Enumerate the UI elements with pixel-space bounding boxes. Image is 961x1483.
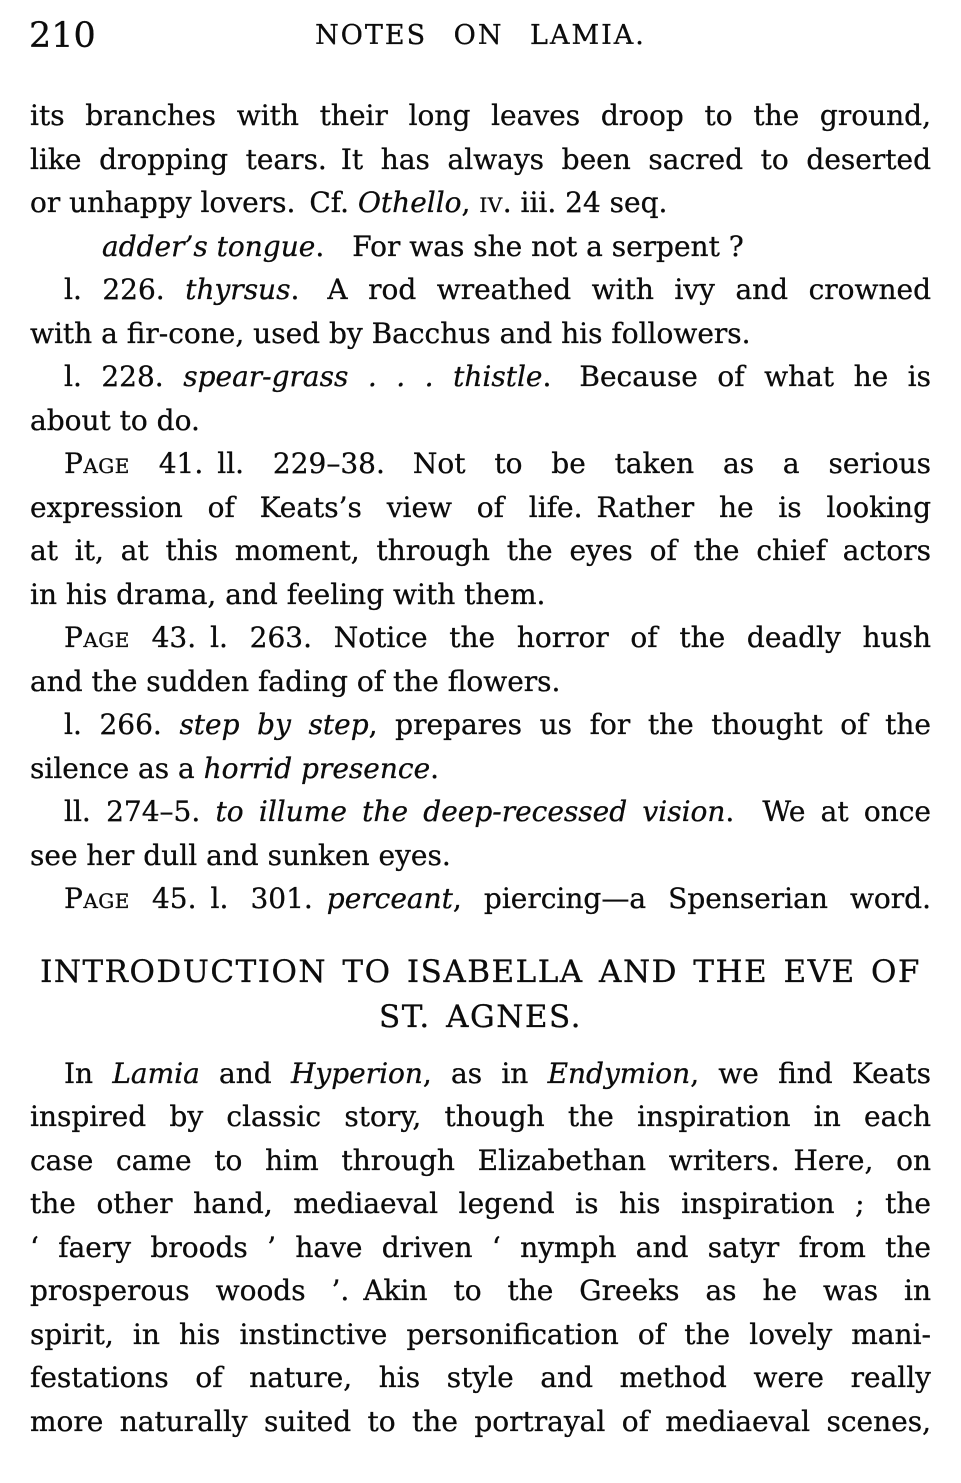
text-line <box>30 790 931 834</box>
text-segment: . For was she not a serpent ? <box>315 229 744 263</box>
text-segment: , <box>461 186 480 219</box>
text-line <box>30 703 931 747</box>
text-line <box>30 877 931 921</box>
text-line <box>30 442 931 486</box>
text-segment: at it, at this moment, through the eyes of the chief actors <box>30 534 931 567</box>
paragraph <box>30 442 931 616</box>
section-heading <box>30 950 931 1040</box>
text-segment: spirit, in his instinctive personification of the lovely mani- <box>30 1317 931 1351</box>
paragraph <box>30 790 931 877</box>
text-line <box>30 1313 931 1357</box>
smallcaps-text: Page <box>64 882 130 915</box>
text-line <box>30 486 931 530</box>
text-segment: expression of Keats’s view of life. Rather he is looking <box>30 490 931 524</box>
text-line <box>30 355 931 399</box>
italic-text: step by step <box>179 708 369 741</box>
text-line <box>30 225 931 269</box>
text-line <box>30 1269 931 1313</box>
text-line <box>30 1095 931 1139</box>
text-segment: In <box>64 1056 113 1090</box>
italic-text: Hyperion <box>290 1056 423 1090</box>
text-segment: , prepares us for the thought of the <box>368 708 931 741</box>
text-line <box>30 529 931 573</box>
text-segment: . Because of what he is <box>542 360 931 393</box>
text-segment: more naturally suited to the portrayal of mediaeval scenes, <box>30 1404 931 1438</box>
italic-text: to illume the deep-recessed vision <box>215 795 726 828</box>
italic-text: spear-grass . . . thistle <box>183 360 543 393</box>
text-line <box>30 747 931 791</box>
text-segment: with a fir-cone, used by Bacchus and his followers. <box>30 316 751 350</box>
paragraph <box>30 616 931 703</box>
text-line <box>30 1356 931 1400</box>
paragraph <box>30 94 931 225</box>
text-line <box>30 1139 931 1183</box>
smallcaps-text: iv <box>479 186 503 219</box>
text-segment: . iii. 24 seq. <box>502 186 668 219</box>
text-segment: or unhappy lovers. Cf. <box>30 186 358 219</box>
text-segment: festations of nature, his style and method were really <box>30 1361 931 1394</box>
text-segment: like dropping tears. It has always been sacred to deserted <box>30 142 931 176</box>
running-head: NOTES ON LAMIA. <box>315 20 646 51</box>
text-segment: . A rod wreathed with ivy and crowned <box>290 273 932 306</box>
italic-text: Lamia <box>112 1056 200 1090</box>
text-line <box>30 268 931 312</box>
smallcaps-text: Page <box>64 447 130 480</box>
text-line <box>30 1226 931 1270</box>
paragraph <box>30 703 931 790</box>
text-line <box>30 834 931 878</box>
text-segment: , piercing—a Spenserian word. <box>452 882 931 915</box>
text-segment: . <box>430 751 440 785</box>
text-line <box>30 573 931 617</box>
paragraph <box>30 1052 931 1444</box>
text-segment: l. 266. <box>64 708 180 741</box>
text-segment: in his drama, and feeling with them. <box>30 577 546 611</box>
paragraph <box>30 268 931 355</box>
text-segment: and the sudden fading of the flowers. <box>30 664 561 698</box>
heading-line <box>30 995 931 1040</box>
text-line <box>30 1400 931 1444</box>
text-segment: l. 226. <box>64 273 186 306</box>
text-line <box>30 138 931 182</box>
page-number: 210 <box>29 16 96 56</box>
italic-text: horrid presence <box>203 751 431 785</box>
text-line <box>30 181 931 225</box>
text-segment: , we find Keats <box>690 1056 932 1090</box>
paragraph <box>30 877 931 921</box>
italic-text: Othello <box>357 186 462 219</box>
italic-text: thyrsus <box>185 273 291 306</box>
text-line <box>30 616 931 660</box>
text-line <box>30 660 931 704</box>
italic-text: perceant <box>326 882 453 915</box>
text-segment: about to do. <box>30 403 200 437</box>
italic-text: adder’s tongue <box>102 229 316 263</box>
text-segment: prosperous woods ’. Akin to the Greeks as he was in <box>30 1274 931 1307</box>
text-segment: inspired by classic story, though the inspiration in each <box>30 1100 931 1133</box>
text-segment: ‘ faery broods ’ have driven ‘ nymph and satyr from the <box>30 1230 931 1264</box>
page-header <box>0 14 961 58</box>
text-segment: see her dull and sunken eyes. <box>30 838 451 872</box>
text-line <box>30 1052 931 1096</box>
paragraph <box>30 355 931 442</box>
text-segment: 41. ll. 229–38. Not to be taken as a serious <box>129 447 931 480</box>
text-line <box>30 399 931 443</box>
text-segment: . We at once <box>725 795 931 828</box>
text-line <box>30 312 931 356</box>
text-segment: ST. AGNES. <box>379 998 582 1035</box>
text-line <box>30 94 931 138</box>
text-segment: INTRODUCTION TO ISABELLA AND THE EVE OF <box>40 953 921 990</box>
paragraph <box>30 225 931 269</box>
text-segment: the other hand, mediaeval legend is his inspiration ; the <box>30 1187 931 1220</box>
italic-text: Endymion <box>547 1056 691 1090</box>
heading-line <box>30 950 931 995</box>
text-segment: 45. l. 301. <box>129 882 327 915</box>
text-segment: silence as a <box>30 751 204 785</box>
text-segment: l. 228. <box>64 360 184 393</box>
text-segment: , as in <box>422 1056 548 1090</box>
text-segment: its branches with their long leaves droop to the ground, <box>30 99 931 132</box>
text-segment: 43. l. 263. Notice the horror of the deadly hush <box>129 621 931 654</box>
text-segment: ll. 274–5. <box>64 795 216 828</box>
text-segment: case came to him through Elizabethan writers. Here, on <box>30 1143 931 1177</box>
text-line <box>30 1182 931 1226</box>
smallcaps-text: Page <box>64 621 130 654</box>
page-body <box>30 94 931 1443</box>
text-segment: and <box>199 1056 291 1090</box>
